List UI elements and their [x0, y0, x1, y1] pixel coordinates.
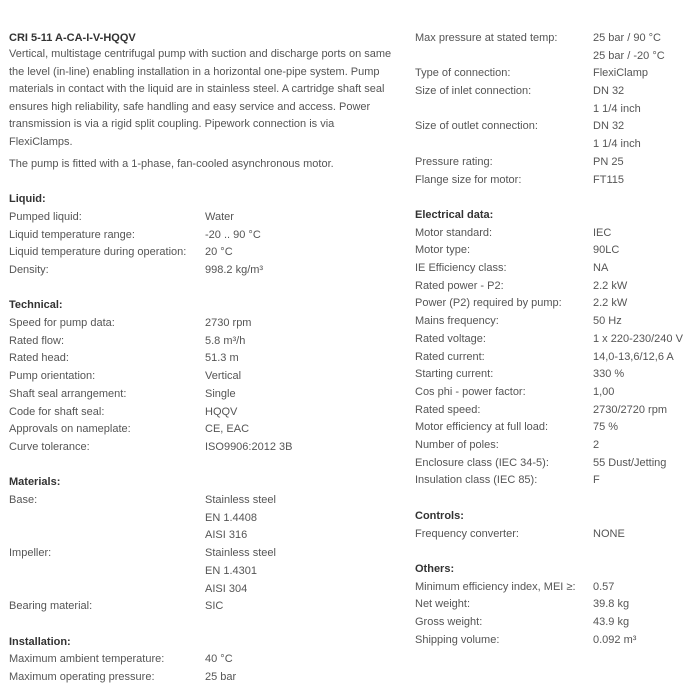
spec-label: Minimum efficiency index, MEI ≥: [415, 580, 576, 593]
spec-row [415, 278, 700, 296]
spec-label: IE Efficiency class: [415, 262, 507, 275]
spec-value-line: 2.2 kW [593, 279, 628, 292]
spec-value [593, 366, 624, 384]
spec-value-line: 75 % [593, 421, 619, 434]
left-spec-sections [9, 174, 399, 687]
spec-row [415, 313, 700, 331]
right-spec-sections [415, 30, 700, 649]
spec-label: Maximum operating pressure: [9, 670, 155, 683]
section-title-technical: Technical: [9, 299, 63, 312]
spec-value-line: AISI 304 [205, 582, 248, 595]
spec-value [205, 333, 245, 351]
spec-value [593, 455, 666, 473]
spec-value [593, 295, 627, 313]
spec-value-line: 1 x 220-230/240 V [593, 332, 683, 345]
spec-row [9, 492, 399, 545]
spec-value [205, 492, 276, 545]
section-spacer [9, 174, 399, 192]
spec-value-line: 998.2 kg/m³ [205, 263, 264, 276]
spec-row [9, 315, 399, 333]
spec-label: Size of outlet connection: [415, 120, 538, 133]
spec-value-line: Vertical [205, 370, 242, 383]
spec-row [415, 65, 700, 83]
spec-label: Starting current: [415, 368, 494, 381]
spec-label: Max pressure at stated temp: [415, 32, 558, 44]
spec-value [593, 242, 619, 260]
spec-row [9, 651, 399, 669]
spec-label: Liquid temperature range: [9, 228, 135, 241]
spec-value-line: 1,00 [593, 385, 615, 398]
spec-value-line: 43.9 kg [593, 616, 630, 629]
spec-label: Rated voltage: [415, 332, 486, 345]
spec-value [205, 421, 249, 439]
spec-label: Base: [9, 494, 38, 507]
spec-row [415, 118, 700, 153]
spec-value-line: 0.092 m³ [593, 633, 637, 646]
spec-value-line: DN 32 [593, 85, 625, 98]
spec-value-line: 39.8 kg [593, 598, 630, 611]
section-spacer [415, 543, 700, 561]
spec-value-line: FlexiClamp [593, 67, 649, 80]
spec-label: Net weight: [415, 598, 471, 611]
spec-value [205, 209, 234, 227]
spec-value [593, 154, 624, 172]
spec-label: Rated head: [9, 352, 69, 365]
spec-row [9, 669, 399, 687]
spec-row [415, 83, 700, 118]
spec-value-line: 5.8 m³/h [205, 334, 246, 347]
spec-label: Gross weight: [415, 616, 483, 629]
spec-value-line: 55 Dust/Jetting [593, 456, 667, 469]
spec-value-line: AISI 316 [205, 529, 248, 542]
spec-row [9, 404, 399, 422]
motor-note: The pump is fitted with a 1-phase, fan-cooled asynchronous motor. [9, 158, 334, 170]
spec-row [415, 437, 700, 455]
spec-value [205, 386, 236, 404]
spec-row [415, 154, 700, 172]
spec-label: Motor type: [415, 244, 471, 257]
spec-value-line: 25 bar / 90 °C [593, 32, 661, 44]
spec-value [593, 614, 629, 632]
spec-row [415, 225, 700, 243]
spec-row [9, 244, 399, 262]
section-title-liquid: Liquid: [9, 193, 46, 206]
spec-value [593, 384, 614, 402]
right-column [415, 30, 700, 649]
spec-value-line: FT115 [593, 173, 624, 186]
spec-value [593, 349, 674, 367]
spec-label: Cos phi - power factor: [415, 385, 526, 398]
spec-row [415, 172, 700, 190]
spec-row [415, 349, 700, 367]
spec-value [593, 526, 625, 544]
spec-value-line: 1 1/4 inch [593, 102, 641, 115]
spec-value-line: 50 Hz [593, 315, 622, 328]
spec-label: Enclosure class (IEC 34-5): [415, 456, 549, 469]
spec-value-line: Stainless steel [205, 547, 276, 560]
spec-value [205, 545, 276, 598]
spec-value [593, 225, 611, 243]
spec-row [9, 439, 399, 457]
spec-value [593, 579, 614, 597]
spec-row [415, 260, 700, 278]
spec-value-line: Stainless steel [205, 494, 276, 507]
spec-label: Rated speed: [415, 403, 481, 416]
spec-row [9, 333, 399, 351]
spec-value [205, 651, 233, 669]
spec-label: Motor efficiency at full load: [415, 421, 549, 434]
spec-value [205, 315, 251, 333]
spec-row [415, 632, 700, 650]
spec-value [593, 331, 683, 349]
section-spacer [9, 616, 399, 634]
spec-row [415, 242, 700, 260]
product-title: CRI 5-11 A-CA-I-V-HQQV [9, 32, 136, 44]
spec-row [9, 350, 399, 368]
spec-label: Curve tolerance: [9, 440, 90, 453]
spec-value [593, 313, 622, 331]
spec-row [415, 384, 700, 402]
spec-value [593, 260, 608, 278]
spec-value-line: Water [205, 210, 234, 223]
spec-label: Insulation class (IEC 85): [415, 474, 538, 487]
spec-label: Bearing material: [9, 600, 93, 613]
spec-value-line: NA [593, 262, 609, 275]
section-title-others: Others: [415, 562, 455, 575]
spec-value-line: ISO9906:2012 3B [205, 440, 293, 453]
spec-label: Rated flow: [9, 334, 65, 347]
spec-row [415, 402, 700, 420]
spec-label: Motor standard: [415, 226, 493, 239]
spec-row [9, 545, 399, 598]
spec-row [415, 331, 700, 349]
spec-row [415, 472, 700, 490]
spec-row [415, 526, 700, 544]
spec-row [9, 386, 399, 404]
spec-value-line: 1 1/4 inch [593, 138, 641, 151]
spec-value-line: 40 °C [205, 653, 233, 666]
spec-value [593, 118, 641, 153]
product-description: Vertical, multistage centrifugal pump with suction and discharge ports on same the level (in-line) enabling installation in a horizontal one-pipe system. Pump materials in contact with the liquid are in stainless steel. A cartridge shaft seal ensures high reliability, safe handling and easy service and access. Power transmission is via a rigid split coupling. Pipework connection is via FlexiClamps. [9, 48, 392, 148]
spec-label: Impeller: [9, 547, 52, 560]
spec-row [415, 366, 700, 384]
section-title-controls: Controls: [415, 509, 464, 522]
spec-value-line: 20 °C [205, 246, 233, 259]
spec-value [205, 244, 233, 262]
spec-value-line: F [593, 474, 600, 487]
spec-value [205, 439, 292, 457]
spec-label: Mains frequency: [415, 315, 499, 328]
spec-value-line: -20 .. 90 °C [205, 228, 261, 241]
spec-value-line: 25 bar / -20 °C [593, 49, 665, 62]
section-spacer [415, 490, 700, 508]
spec-label: Number of poles: [415, 439, 499, 452]
section-spacer [415, 189, 700, 207]
spec-value-line: 2 [593, 439, 600, 452]
spec-value-line: PN 25 [593, 155, 624, 168]
spec-value [593, 30, 665, 65]
spec-value [593, 472, 600, 490]
spec-label: Flange size for motor: [415, 173, 522, 186]
spec-label: Type of connection: [415, 67, 511, 80]
spec-label: Pumped liquid: [9, 210, 82, 223]
spec-value-line: 51.3 m [205, 352, 239, 365]
spec-value-line: 90LC [593, 244, 620, 257]
spec-value [593, 65, 648, 83]
spec-row [9, 227, 399, 245]
spec-value-line: 2730 rpm [205, 317, 252, 330]
spec-value-line: EN 1.4301 [205, 564, 257, 577]
spec-row [415, 614, 700, 632]
spec-value-line: EN 1.4408 [205, 511, 257, 524]
spec-value-line: 330 % [593, 368, 625, 381]
left-column [9, 30, 399, 687]
spec-value [593, 83, 641, 118]
spec-value [205, 350, 239, 368]
spec-label: Shipping volume: [415, 633, 500, 646]
section-spacer [9, 280, 399, 298]
spec-value [593, 402, 667, 420]
spec-value [205, 227, 261, 245]
spec-label: Pressure rating: [415, 155, 493, 168]
spec-value-line: HQQV [205, 405, 238, 418]
spec-label: Pump orientation: [9, 370, 96, 383]
spec-label: Size of inlet connection: [415, 85, 532, 98]
spec-row [9, 598, 399, 616]
spec-row [415, 596, 700, 614]
section-spacer [9, 457, 399, 475]
spec-value [593, 632, 636, 650]
spec-label: Maximum ambient temperature: [9, 653, 165, 666]
spec-label: Rated current: [415, 350, 485, 363]
spec-row [415, 455, 700, 473]
spec-value-line: SIC [205, 600, 224, 613]
spec-value [205, 262, 263, 280]
spec-value [205, 404, 237, 422]
spec-value [593, 419, 618, 437]
spec-value-line: 25 bar [205, 670, 237, 683]
spec-label: Shaft seal arrangement: [9, 387, 127, 400]
spec-value [205, 669, 236, 687]
section-title-installation: Installation: [9, 635, 71, 648]
spec-value [205, 598, 223, 616]
spec-label: Frequency converter: [415, 527, 519, 540]
spec-row [9, 262, 399, 280]
spec-value-line: 14,0-13,6/12,6 A [593, 350, 674, 363]
spec-row [9, 421, 399, 439]
spec-value-line: 2730/2720 rpm [593, 403, 667, 416]
spec-row [9, 209, 399, 227]
spec-value-line: CE, EAC [205, 423, 250, 436]
spec-value-line: 0.57 [593, 580, 615, 593]
spec-label: Speed for pump data: [9, 317, 115, 330]
spec-row [9, 368, 399, 386]
spec-row [415, 30, 700, 65]
spec-value-line: NONE [593, 527, 625, 540]
spec-value [593, 278, 627, 296]
spec-label: Code for shaft seal: [9, 405, 105, 418]
spec-label: Approvals on nameplate: [9, 423, 131, 436]
section-title-electrical-data: Electrical data: [415, 208, 494, 221]
spec-value [593, 437, 599, 455]
spec-value [205, 368, 241, 386]
section-title-materials: Materials: [9, 476, 61, 489]
spec-row [415, 419, 700, 437]
spec-row [415, 579, 700, 597]
spec-value-line: IEC [593, 226, 612, 239]
spec-value-line: 2.2 kW [593, 297, 628, 310]
spec-value [593, 172, 624, 190]
spec-label: Density: [9, 263, 49, 276]
spec-label: Liquid temperature during operation: [9, 246, 187, 259]
spec-value [593, 596, 629, 614]
spec-value-line: Single [205, 387, 236, 400]
spec-value-line: DN 32 [593, 120, 625, 133]
spec-label: Rated power - P2: [415, 279, 504, 292]
spec-label: Power (P2) required by pump: [415, 297, 562, 310]
spec-row [415, 295, 700, 313]
